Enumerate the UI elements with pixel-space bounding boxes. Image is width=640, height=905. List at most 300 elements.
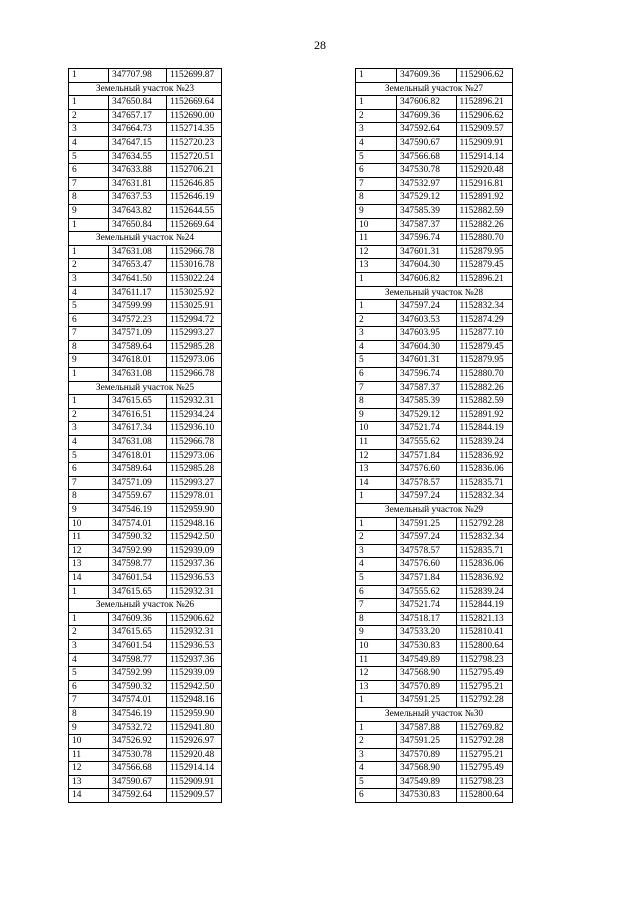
y-coordinate-cell: 1152959.90: [167, 504, 222, 518]
table-row: [356, 272, 513, 286]
section-header-row: [69, 599, 222, 613]
table-row: [356, 558, 513, 572]
y-coordinate-cell: 1152836.92: [456, 571, 512, 585]
point-number-cell: 3: [356, 327, 397, 341]
y-coordinate-cell: 1152932.31: [167, 395, 222, 409]
y-coordinate-cell: 1152798.23: [456, 775, 512, 789]
y-coordinate-cell: 1152891.92: [456, 191, 512, 205]
y-coordinate-cell: 1152836.92: [456, 449, 512, 463]
x-coordinate-cell: 347603.53: [397, 313, 457, 327]
table-row: [356, 626, 513, 640]
x-coordinate-cell: 347615.65: [109, 395, 167, 409]
x-coordinate-cell: 347604.30: [397, 259, 457, 273]
x-coordinate-cell: 347599.99: [109, 300, 167, 314]
point-number-cell: 2: [356, 735, 397, 749]
y-coordinate-cell: 1152792.28: [456, 694, 512, 708]
y-coordinate-cell: 1152792.28: [456, 735, 512, 749]
y-coordinate-cell: 1152839.24: [456, 436, 512, 450]
point-number-cell: 3: [69, 272, 109, 286]
y-coordinate-cell: 1152966.78: [167, 436, 222, 450]
point-number-cell: 8: [356, 612, 397, 626]
point-number-cell: 4: [69, 136, 109, 150]
y-coordinate-cell: 1152906.62: [456, 109, 512, 123]
point-number-cell: 10: [69, 517, 109, 531]
table-row: [69, 368, 222, 382]
x-coordinate-cell: 347572.23: [109, 313, 167, 327]
section-title: Земельный участок №27: [356, 82, 513, 96]
point-number-cell: 5: [69, 449, 109, 463]
table-row: [69, 504, 222, 518]
table-row: [69, 585, 222, 599]
x-coordinate-cell: 347611.17: [109, 286, 167, 300]
y-coordinate-cell: 1152879.95: [456, 354, 512, 368]
point-number-cell: 11: [69, 748, 109, 762]
y-coordinate-cell: 1152882.26: [456, 218, 512, 232]
point-number-cell: 1: [69, 612, 109, 626]
x-coordinate-cell: 347587.88: [397, 721, 457, 735]
point-number-cell: 7: [69, 327, 109, 341]
point-number-cell: 1: [356, 96, 397, 110]
table-row: [356, 408, 513, 422]
y-coordinate-cell: 1153025.91: [167, 300, 222, 314]
y-coordinate-cell: 1152836.06: [456, 463, 512, 477]
point-number-cell: 1: [356, 517, 397, 531]
x-coordinate-cell: 347657.17: [109, 109, 167, 123]
table-row: [69, 204, 222, 218]
x-coordinate-cell: 347532.97: [397, 177, 457, 191]
table-row: [69, 164, 222, 178]
y-coordinate-cell: 1152936.53: [167, 571, 222, 585]
point-number-cell: 10: [356, 639, 397, 653]
table-row: [69, 476, 222, 490]
point-number-cell: 1: [356, 490, 397, 504]
x-coordinate-cell: 347598.77: [109, 558, 167, 572]
table-row: [356, 368, 513, 382]
table-row: [356, 354, 513, 368]
y-coordinate-cell: 1152800.64: [456, 639, 512, 653]
table-row: [356, 177, 513, 191]
x-coordinate-cell: 347530.78: [397, 164, 457, 178]
point-number-cell: 11: [356, 653, 397, 667]
x-coordinate-cell: 347591.25: [397, 517, 457, 531]
table-row: [356, 136, 513, 150]
point-number-cell: 8: [356, 395, 397, 409]
table-row: [69, 218, 222, 232]
point-number-cell: 12: [356, 449, 397, 463]
y-coordinate-cell: 1153022.24: [167, 272, 222, 286]
x-coordinate-cell: 347571.09: [109, 327, 167, 341]
section-title: Земельный участок №30: [356, 707, 513, 721]
x-coordinate-cell: 347532.72: [109, 721, 167, 735]
y-coordinate-cell: 1152993.27: [167, 327, 222, 341]
section-header-row: [356, 504, 513, 518]
table-row: [69, 531, 222, 545]
section-header-row: [69, 232, 222, 246]
y-coordinate-cell: 1152795.21: [456, 748, 512, 762]
y-coordinate-cell: 1152973.06: [167, 354, 222, 368]
point-number-cell: 14: [69, 789, 109, 803]
x-coordinate-cell: 347618.01: [109, 449, 167, 463]
table-row: [356, 313, 513, 327]
section-header-row: [69, 381, 222, 395]
point-number-cell: 10: [69, 735, 109, 749]
table-row: [69, 694, 222, 708]
table-row: [356, 232, 513, 246]
x-coordinate-cell: 347559.67: [109, 490, 167, 504]
y-coordinate-cell: 1152795.49: [456, 667, 512, 681]
point-number-cell: 3: [356, 544, 397, 558]
table-row: [356, 748, 513, 762]
x-coordinate-cell: 347578.57: [397, 544, 457, 558]
table-row: [69, 667, 222, 681]
x-coordinate-cell: 347601.54: [109, 571, 167, 585]
x-coordinate-cell: 347592.64: [397, 123, 457, 137]
point-number-cell: 4: [356, 136, 397, 150]
point-number-cell: 1: [69, 368, 109, 382]
point-number-cell: 14: [69, 571, 109, 585]
point-number-cell: 8: [69, 191, 109, 205]
x-coordinate-cell: 347604.30: [397, 340, 457, 354]
x-coordinate-cell: 347615.65: [109, 626, 167, 640]
section-header-row: [356, 82, 513, 96]
table-row: [356, 327, 513, 341]
point-number-cell: 8: [69, 490, 109, 504]
point-number-cell: 13: [69, 775, 109, 789]
y-coordinate-cell: 1152882.59: [456, 204, 512, 218]
point-number-cell: 1: [69, 69, 109, 83]
point-number-cell: 5: [356, 150, 397, 164]
table-row: [69, 544, 222, 558]
point-number-cell: 7: [356, 177, 397, 191]
point-number-cell: 1: [356, 694, 397, 708]
table-row: [69, 626, 222, 640]
x-coordinate-cell: 347530.83: [397, 639, 457, 653]
section-title: Земельный участок №29: [356, 504, 513, 518]
point-number-cell: 1: [69, 585, 109, 599]
table-row: [356, 259, 513, 273]
point-number-cell: 9: [356, 626, 397, 640]
x-coordinate-cell: 347587.37: [397, 381, 457, 395]
point-number-cell: 6: [356, 368, 397, 382]
y-coordinate-cell: 1152966.78: [167, 245, 222, 259]
point-number-cell: 7: [356, 599, 397, 613]
point-number-cell: 1: [69, 218, 109, 232]
x-coordinate-cell: 347521.74: [397, 422, 457, 436]
x-coordinate-cell: 347555.62: [397, 436, 457, 450]
table-row: [69, 259, 222, 273]
table-row: [69, 136, 222, 150]
point-number-cell: 7: [69, 177, 109, 191]
y-coordinate-cell: 1152690.00: [167, 109, 222, 123]
point-number-cell: 3: [69, 422, 109, 436]
point-number-cell: 9: [356, 204, 397, 218]
point-number-cell: 1: [356, 272, 397, 286]
point-number-cell: 7: [69, 476, 109, 490]
y-coordinate-cell: 1152896.21: [456, 272, 512, 286]
point-number-cell: 5: [69, 150, 109, 164]
y-coordinate-cell: 1152882.59: [456, 395, 512, 409]
x-coordinate-cell: 347574.01: [109, 517, 167, 531]
section-title: Земельный участок №23: [69, 82, 222, 96]
table-row: [356, 245, 513, 259]
y-coordinate-cell: 1152978.01: [167, 490, 222, 504]
table-row: [69, 327, 222, 341]
x-coordinate-cell: 347596.74: [397, 232, 457, 246]
y-coordinate-cell: 1152836.06: [456, 558, 512, 572]
table-row: [356, 735, 513, 749]
point-number-cell: 8: [69, 707, 109, 721]
point-number-cell: 12: [69, 762, 109, 776]
x-coordinate-cell: 347616.51: [109, 408, 167, 422]
table-row: [356, 69, 513, 83]
y-coordinate-cell: 1152882.26: [456, 381, 512, 395]
table-row: [356, 422, 513, 436]
section-title: Земельный участок №24: [69, 232, 222, 246]
point-number-cell: 6: [356, 164, 397, 178]
x-coordinate-cell: 347576.60: [397, 463, 457, 477]
y-coordinate-cell: 1152906.62: [167, 612, 222, 626]
table-row: [69, 775, 222, 789]
point-number-cell: 9: [356, 408, 397, 422]
point-number-cell: 7: [356, 381, 397, 395]
x-coordinate-cell: 347617.34: [109, 422, 167, 436]
point-number-cell: 6: [356, 789, 397, 803]
point-number-cell: 6: [69, 313, 109, 327]
point-number-cell: 7: [69, 694, 109, 708]
x-coordinate-cell: 347570.89: [397, 748, 457, 762]
point-number-cell: 5: [356, 775, 397, 789]
y-coordinate-cell: 1152646.85: [167, 177, 222, 191]
x-coordinate-cell: 347571.84: [397, 571, 457, 585]
x-coordinate-cell: 347521.74: [397, 599, 457, 613]
point-number-cell: 3: [69, 123, 109, 137]
table-row: [69, 340, 222, 354]
y-coordinate-cell: 1152646.19: [167, 191, 222, 205]
point-number-cell: 13: [356, 463, 397, 477]
x-coordinate-cell: 347585.39: [397, 395, 457, 409]
table-row: [356, 109, 513, 123]
x-coordinate-cell: 347530.78: [109, 748, 167, 762]
x-coordinate-cell: 347570.89: [397, 680, 457, 694]
y-coordinate-cell: 1152937.36: [167, 558, 222, 572]
table-row: [356, 789, 513, 803]
y-coordinate-cell: 1152891.92: [456, 408, 512, 422]
table-row: [69, 300, 222, 314]
x-coordinate-cell: 347533.20: [397, 626, 457, 640]
y-coordinate-cell: 1152798.23: [456, 653, 512, 667]
x-coordinate-cell: 347589.64: [109, 463, 167, 477]
table-row: [356, 340, 513, 354]
y-coordinate-cell: 1152920.48: [167, 748, 222, 762]
section-header-row: [356, 707, 513, 721]
table-row: [356, 585, 513, 599]
table-row: [356, 300, 513, 314]
x-coordinate-cell: 347574.01: [109, 694, 167, 708]
x-coordinate-cell: 347591.25: [397, 694, 457, 708]
point-number-cell: 14: [356, 476, 397, 490]
y-coordinate-cell: 1152941.80: [167, 721, 222, 735]
x-coordinate-cell: 347601.31: [397, 245, 457, 259]
table-row: [356, 164, 513, 178]
x-coordinate-cell: 347609.36: [397, 69, 457, 83]
y-coordinate-cell: 1152966.78: [167, 368, 222, 382]
table-row: [356, 191, 513, 205]
x-coordinate-cell: 347592.99: [109, 544, 167, 558]
point-number-cell: 5: [356, 354, 397, 368]
x-coordinate-cell: 347555.62: [397, 585, 457, 599]
table-row: [69, 422, 222, 436]
table-row: [356, 395, 513, 409]
table-row: [356, 680, 513, 694]
point-number-cell: 1: [69, 395, 109, 409]
y-coordinate-cell: 1152844.19: [456, 422, 512, 436]
table-row: [69, 735, 222, 749]
x-coordinate-cell: 347633.88: [109, 164, 167, 178]
y-coordinate-cell: 1152973.06: [167, 449, 222, 463]
point-number-cell: 1: [69, 245, 109, 259]
y-coordinate-cell: 1152942.50: [167, 531, 222, 545]
section-header-row: [69, 82, 222, 96]
point-number-cell: 11: [69, 531, 109, 545]
point-number-cell: 8: [69, 340, 109, 354]
y-coordinate-cell: 1152832.34: [456, 490, 512, 504]
point-number-cell: 1: [356, 721, 397, 735]
point-number-cell: 1: [69, 96, 109, 110]
point-number-cell: 6: [69, 680, 109, 694]
point-number-cell: 5: [69, 667, 109, 681]
y-coordinate-cell: 1152669.64: [167, 96, 222, 110]
y-coordinate-cell: 1152959.90: [167, 707, 222, 721]
point-number-cell: 5: [69, 300, 109, 314]
x-coordinate-cell: 347606.82: [397, 96, 457, 110]
y-coordinate-cell: 1152720.51: [167, 150, 222, 164]
y-coordinate-cell: 1152800.64: [456, 789, 512, 803]
table-row: [69, 354, 222, 368]
table-row: [356, 436, 513, 450]
x-coordinate-cell: 347631.08: [109, 245, 167, 259]
x-coordinate-cell: 347585.39: [397, 204, 457, 218]
table-row: [69, 96, 222, 110]
point-number-cell: 9: [69, 721, 109, 735]
y-coordinate-cell: 1152914.14: [167, 762, 222, 776]
table-row: [356, 667, 513, 681]
table-row: [356, 476, 513, 490]
point-number-cell: 12: [356, 667, 397, 681]
point-number-cell: 13: [356, 259, 397, 273]
table-row: [69, 150, 222, 164]
y-coordinate-cell: 1152942.50: [167, 680, 222, 694]
x-coordinate-cell: 347598.77: [109, 653, 167, 667]
point-number-cell: 1: [356, 69, 397, 83]
point-number-cell: 5: [356, 571, 397, 585]
table-row: [69, 517, 222, 531]
y-coordinate-cell: 1152821.13: [456, 612, 512, 626]
y-coordinate-cell: 1152839.24: [456, 585, 512, 599]
x-coordinate-cell: 347650.84: [109, 218, 167, 232]
y-coordinate-cell: 1152714.35: [167, 123, 222, 137]
x-coordinate-cell: 347631.81: [109, 177, 167, 191]
y-coordinate-cell: 1153025.92: [167, 286, 222, 300]
table-row: [69, 408, 222, 422]
x-coordinate-cell: 347589.64: [109, 340, 167, 354]
y-coordinate-cell: 1152993.27: [167, 476, 222, 490]
x-coordinate-cell: 347549.89: [397, 653, 457, 667]
point-number-cell: 2: [356, 313, 397, 327]
y-coordinate-cell: 1152795.21: [456, 680, 512, 694]
table-row: [69, 395, 222, 409]
x-coordinate-cell: 347571.84: [397, 449, 457, 463]
x-coordinate-cell: 347596.74: [397, 368, 457, 382]
x-coordinate-cell: 347631.08: [109, 436, 167, 450]
point-number-cell: 4: [356, 762, 397, 776]
x-coordinate-cell: 347641.50: [109, 272, 167, 286]
table-row: [69, 272, 222, 286]
y-coordinate-cell: 1152835.71: [456, 544, 512, 558]
y-coordinate-cell: 1152879.45: [456, 340, 512, 354]
table-row: [69, 762, 222, 776]
x-coordinate-cell: 347707.98: [109, 69, 167, 83]
table-row: [356, 96, 513, 110]
table-row: [69, 177, 222, 191]
y-coordinate-cell: 1152909.91: [456, 136, 512, 150]
table-row: [69, 69, 222, 83]
table-row: [69, 653, 222, 667]
x-coordinate-cell: 347603.95: [397, 327, 457, 341]
x-coordinate-cell: 347530.83: [397, 789, 457, 803]
y-coordinate-cell: 1152948.16: [167, 694, 222, 708]
point-number-cell: 13: [69, 558, 109, 572]
y-coordinate-cell: 1152896.21: [456, 96, 512, 110]
y-coordinate-cell: 1152810.41: [456, 626, 512, 640]
point-number-cell: 12: [69, 544, 109, 558]
table-row: [69, 245, 222, 259]
x-coordinate-cell: 347597.24: [397, 531, 457, 545]
table-row: [356, 775, 513, 789]
table-row: [356, 150, 513, 164]
x-coordinate-cell: 347546.19: [109, 707, 167, 721]
y-coordinate-cell: 1152669.64: [167, 218, 222, 232]
table-row: [69, 748, 222, 762]
table-row: [356, 218, 513, 232]
y-coordinate-cell: 1152932.31: [167, 585, 222, 599]
y-coordinate-cell: 1152880.70: [456, 368, 512, 382]
y-coordinate-cell: 1152909.57: [456, 123, 512, 137]
y-coordinate-cell: 1152835.71: [456, 476, 512, 490]
x-coordinate-cell: 347526.92: [109, 735, 167, 749]
table-row: [69, 639, 222, 653]
table-row: [356, 721, 513, 735]
table-row: [69, 109, 222, 123]
y-coordinate-cell: 1152916.81: [456, 177, 512, 191]
x-coordinate-cell: 347529.12: [397, 408, 457, 422]
x-coordinate-cell: 347601.31: [397, 354, 457, 368]
page-number: 28: [314, 38, 326, 52]
y-coordinate-cell: 1152936.10: [167, 422, 222, 436]
point-number-cell: 9: [69, 204, 109, 218]
y-coordinate-cell: 1152948.16: [167, 517, 222, 531]
point-number-cell: 9: [69, 504, 109, 518]
x-coordinate-cell: 347664.73: [109, 123, 167, 137]
y-coordinate-cell: 1152914.14: [456, 150, 512, 164]
section-header-row: [356, 286, 513, 300]
y-coordinate-cell: 1152844.19: [456, 599, 512, 613]
y-coordinate-cell: 1152937.36: [167, 653, 222, 667]
point-number-cell: 3: [356, 123, 397, 137]
x-coordinate-cell: 347587.37: [397, 218, 457, 232]
x-coordinate-cell: 347601.54: [109, 639, 167, 653]
table-row: [69, 449, 222, 463]
section-title: Земельный участок №26: [69, 599, 222, 613]
